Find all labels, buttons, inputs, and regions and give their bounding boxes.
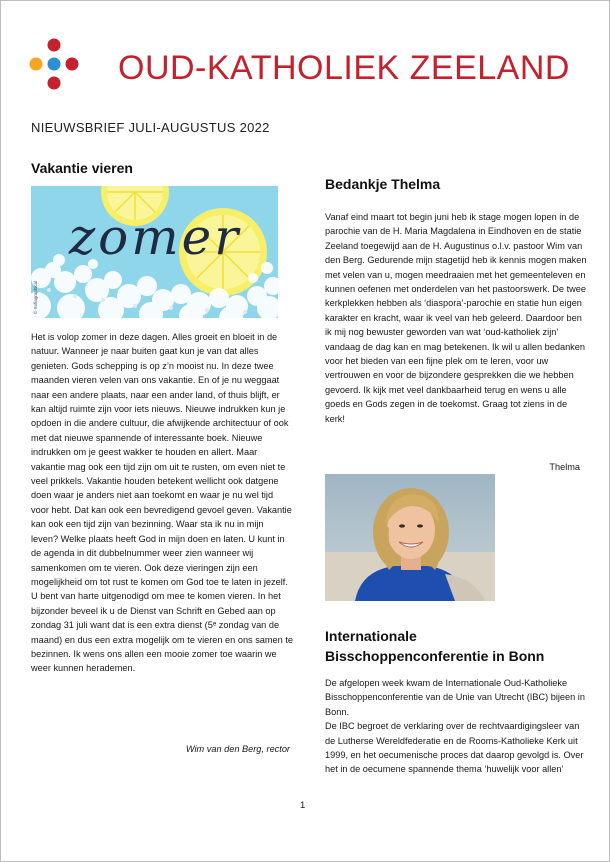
zomer-word: zomer [68, 208, 242, 266]
article-title-ibc: Internationale Bisschoppenconferentie in Bonn [325, 628, 545, 664]
article-body-bedankje: Vanaf eind maart tot begin juni heb ik stage mogen lopen in de parochie van de H. Maria Magdalena in Eindhoven en de statie Zeeland toegewijd aan de H. Augustinus o.l.v. pastoor Wim van den Berg. Gedurende mijn stagetijd heb ik kennis mogen maken met velen van u, mogen meedraaien met het gemeenteleven en kunnen oefenen met onderdelen van het pastoorswerk. De twee kerkplekken hebben als ‘diaspora’-parochie en statie hun eigen karakter en kracht, waar ik veel van heb geleerd. Daardoor ben ik mij nog bewuster geworden van wat ‘oud-katholiek zijn’ vandaag de dag kan en mag betekenen. Ik wil u allen bedanken voor het bieden van een fijne plek om te leren, voor uw vertrouwen en voor de bijzondere gesprekken die we hebben gevoerd. Ik kijk met veel dankbaarheid terug en wens u alle goeds en Gods zegen in de toekomst. Graag tot ziens in de kerk! [325, 212, 587, 424]
article-title-vakantie: Vakantie vieren [31, 160, 133, 176]
article-body-ibc: De afgelopen week kwam de Internationale Oud-Katholieke Bisschoppenconferentie van de Unie van Utrecht (IBC) bijeen in Bonn. De IBC begroet de verklaring over de rechtvaardigingsleer van de Lutherse Wereldfederatie en de Rooms-Katholieke Kerk uit 1999, en het oecumenische proces dat daarop gevolgd is. Over het in de oecumene spannende thema ‘huwelijk voor allen’ [325, 678, 585, 775]
zomer-illustration [31, 186, 278, 318]
article-body-vakantie: Het is volop zomer in deze dagen. Alles groeit en bloeit in de natuur. Wanneer je naar buiten gaat kun je van dat alles genieten. Gods schepping is op z’n mooist nu. In deze twee maanden vieren velen van ons vakantie. En of je nu weggaat naar een andere plaats, naar een ander land, of thuis blijft, er kan altijd ruimte zijn voor iets nieuws. Nieuwe indrukken kun je opdoen in die andere cultuur, die afwijkende architectuur of ook met dat nieuwe spannende of interessante boek. Nieuwe indrukken om je geest wakker te houden en allert. Maar vakantie mag ook een tijd zijn om uit te rusten, om even niet te veel prikkels. Vakantie houden betekent wellicht ook datgene doen waar je anders niet aan toekomt en waar je nu wel tijd voor hebt. Dat kan ook een bevredigend gevoel geven. Vakantie kan ook een tijd zijn van bezinning. Waar sta ik nu in mijn leven? Welke plaats heeft God in mijn doen en laten. U kunt in de agenda in dit dubbelnummer weer zien wanneer wij samenkomen om te vieren. Ook deze vieringen zijn een mogelijkheid om tot rust te komen om God toe te laten in jezelf. U bent van harte uitgenodigd om mee te komen vieren. In het bijzonder beveel ik u de Dienst van Schrift en Gebed aan op zondag 31 juli want dat is een extra dienst (5ᵉ zondag van de maand) en dus een extra mogelijk om te vieren en ons samen te bezinnen. Ik wens ons allen een mooie zomer toe waarin we weer kunnen herademen. [31, 332, 293, 674]
signature-thelma: Thelma [549, 462, 580, 472]
page-number: 1 [300, 800, 306, 811]
church-logo-icon [28, 38, 80, 90]
newsletter-issue: NIEUWSBRIEF JULI-AUGUSTUS 2022 [31, 120, 270, 135]
image-credit: © Sofiagraphical [33, 280, 38, 314]
article-title-bedankje: Bedankje Thelma [325, 176, 441, 192]
portrait-photo [325, 474, 495, 601]
signature-rector: Wim van den Berg, rector [185, 744, 290, 754]
brand-title: OUD-KATHOLIEK ZEELAND [118, 49, 570, 87]
